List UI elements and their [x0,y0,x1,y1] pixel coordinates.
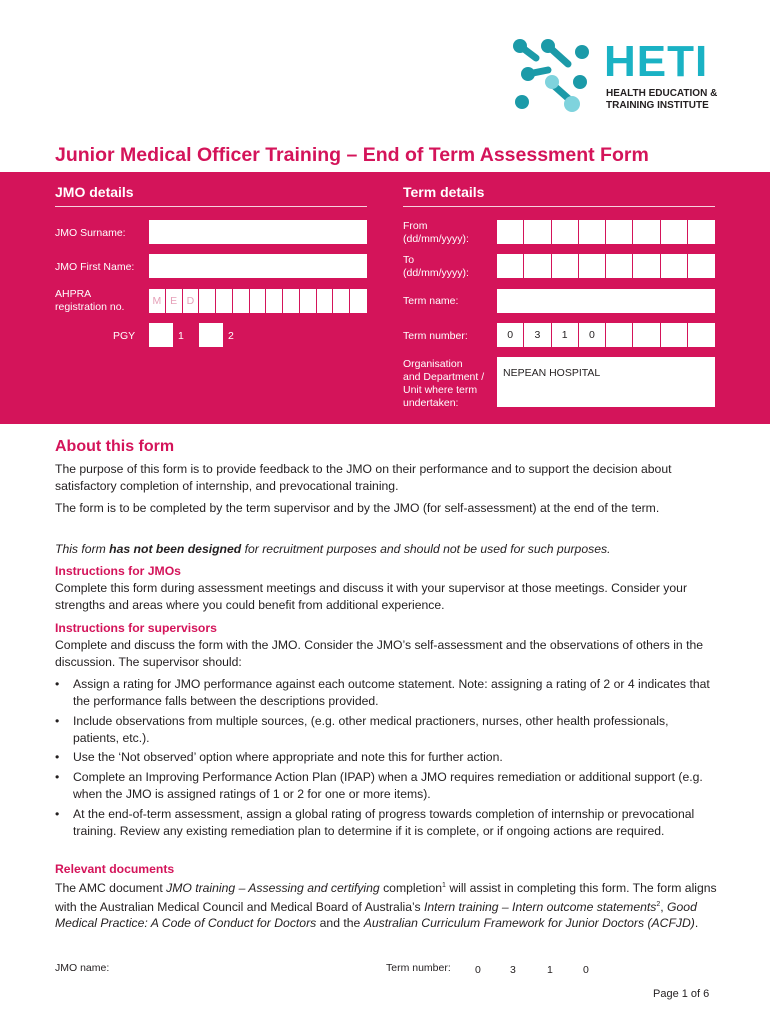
details-panel [0,172,770,424]
input-cell[interactable] [661,220,688,244]
input-cell[interactable]: M [149,289,166,313]
input-cell[interactable]: 1 [552,323,579,347]
input-cell[interactable] [199,289,216,313]
relevant-documents-heading: Relevant documents [55,862,175,876]
input-cell[interactable]: E [166,289,183,313]
input-cell[interactable] [661,254,688,278]
input-cell[interactable] [606,220,633,244]
input-cell[interactable] [688,254,715,278]
heti-logo-mark [508,36,594,114]
pgy-1-checkbox[interactable] [149,323,173,347]
input-cell[interactable] [633,220,660,244]
input-cell[interactable]: 0 [579,323,606,347]
pgy-2-checkbox[interactable] [199,323,223,347]
input-cell[interactable] [552,220,579,244]
input-cell[interactable] [300,289,317,313]
term-details-heading: Term details [403,184,485,200]
input-cell[interactable] [633,254,660,278]
input-cell[interactable] [524,220,551,244]
ahpra-registration-input[interactable] [149,289,367,313]
supervisor-instructions-text: Complete and discuss the form with the JMO. Consider the JMO’s self-assessment and the observations of others in the discussion. The supervisor should: [55,638,704,669]
jmo-surname-input[interactable] [149,220,367,244]
pgy-2-label: 2 [228,330,234,342]
jmo-instructions-text: Complete this form during assessment meetings and discuss it with your supervisor at those meetings. Consider your strengths and areas where you could benefit from additional experience. [55,581,688,612]
jmo-details-heading: JMO details [55,184,134,200]
logo-subtitle: HEALTH EDUCATION & TRAINING INSTITUTE [606,88,718,111]
input-cell[interactable] [350,289,367,313]
input-cell[interactable] [283,289,300,313]
input-cell[interactable] [606,323,633,347]
input-cell[interactable] [497,254,524,278]
input-cell[interactable] [579,254,606,278]
divider [403,206,715,207]
from-date-label: From (dd/mm/yyyy): [403,220,469,245]
input-cell[interactable] [233,289,250,313]
divider [55,206,367,207]
footer-term-number-label: Term number: [386,962,451,974]
input-cell[interactable] [216,289,233,313]
term-number-input[interactable] [497,323,715,347]
input-cell[interactable] [633,323,660,347]
supervisor-instructions-heading: Instructions for supervisors [55,621,217,635]
logo-title: HETI [604,37,709,86]
jmo-first-name-label: JMO First Name: [55,261,135,273]
input-cell[interactable] [497,220,524,244]
footer-term-digit: 1 [547,964,553,976]
pgy-label: PGY [113,330,136,342]
footer-term-digit: 0 [583,964,589,976]
jmo-instructions-heading: Instructions for JMOs [55,564,181,578]
input-cell[interactable] [524,254,551,278]
input-cell[interactable] [317,289,334,313]
about-heading: About this form [55,438,175,455]
input-cell[interactable] [266,289,283,313]
about-paragraph-1: The purpose of this form is to provide feedback to the JMO on their performance and to support the decision about satisfactory completion of internship, and prevocational training. [55,462,672,493]
input-cell[interactable]: 3 [524,323,551,347]
from-date-input[interactable] [497,220,715,244]
footer-term-digit: 3 [510,964,516,976]
jmo-surname-label: JMO Surname: [55,227,126,239]
input-cell[interactable] [688,323,715,347]
input-cell[interactable]: D [183,289,200,313]
input-cell[interactable] [250,289,267,313]
footer-term-digit: 0 [475,964,481,976]
input-cell[interactable] [688,220,715,244]
input-cell[interactable] [661,323,688,347]
ahpra-label: AHPRA registration no. [55,288,125,313]
page-number: Page 1 of 6 [653,988,710,1000]
jmo-first-name-input[interactable] [149,254,367,278]
term-name-label: Term name: [403,295,459,307]
relevant-documents-text: The AMC document JMO training – Assessing and certifying completion$^1$ will assist in completing this form. The form aligns with the Australian Medical Council and Medical Board of Australia’s Intern training – Intern outcome statements$^2$, Good Medical Practice: A Code of Conduct for Doctors and the Australian Curriculum Framework for Junior Doctors (ACFJD). [55,881,717,931]
input-cell[interactable] [579,220,606,244]
about-paragraph-3: This form has not been designed for recruitment purposes and should not be used for such purposes. [55,542,611,556]
about-paragraph-2: The form is to be completed by the term supervisor and by the JMO (for self-assessment) at the end of the term. [55,501,660,515]
pgy-1-label: 1 [178,330,184,342]
footer-jmo-name-label: JMO name: [55,962,110,974]
term-name-input[interactable] [497,289,715,313]
input-cell[interactable]: 0 [497,323,524,347]
input-cell[interactable] [333,289,350,313]
to-date-label: To (dd/mm/yyyy): [403,254,469,279]
input-cell[interactable] [606,254,633,278]
input-cell[interactable] [552,254,579,278]
organisation-input[interactable]: NEPEAN HOSPITAL [497,357,715,407]
to-date-input[interactable] [497,254,715,278]
page-title: Junior Medical Officer Training – End of Term Assessment Form [55,144,649,166]
term-number-label: Term number: [403,330,468,342]
organisation-label: Organisation and Department / Unit where term undertaken: [403,358,485,409]
